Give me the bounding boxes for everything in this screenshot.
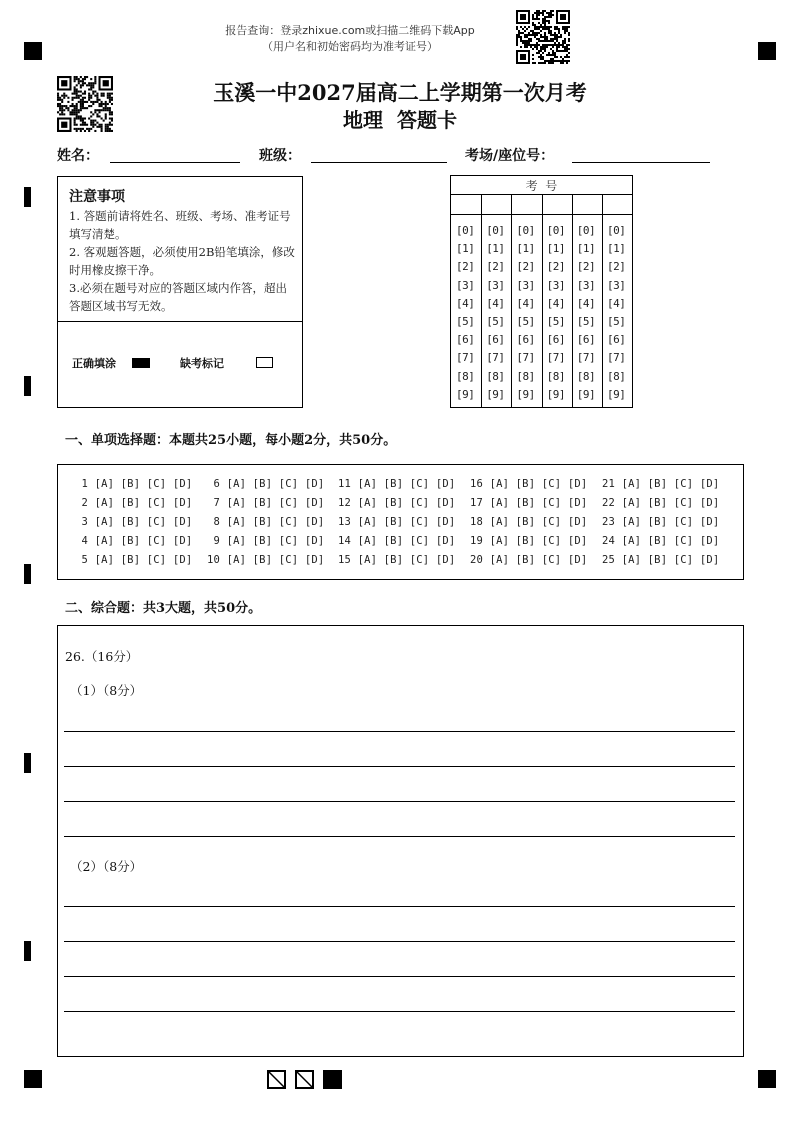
report-query-note: （用户名和初始密码均为准考证号） bbox=[262, 40, 438, 53]
choice-question-9[interactable]: 9 [A] [B] [C] [D] bbox=[207, 535, 325, 547]
exam-id-digit-bubble[interactable]: [0] bbox=[576, 224, 596, 237]
exam-id-digit-bubble[interactable]: [8] bbox=[576, 369, 596, 383]
qr-code-icon bbox=[516, 10, 570, 64]
choice-question-13[interactable]: 13 [A] [B] [C] [D] bbox=[338, 516, 456, 528]
page-marker-square bbox=[323, 1070, 342, 1089]
exam-id-digit-bubble[interactable]: [8] bbox=[456, 369, 475, 383]
choice-question-5[interactable]: 5 [A] [B] [C] [D] bbox=[75, 554, 193, 566]
exam-id-digit-bubble[interactable]: [1] bbox=[456, 242, 475, 256]
choice-question-3[interactable]: 3 [A] [B] [C] [D] bbox=[75, 516, 193, 528]
answer-box bbox=[57, 625, 744, 1057]
exam-id-digit-bubble[interactable]: [5] bbox=[486, 315, 505, 328]
notice-divider bbox=[58, 321, 302, 322]
choice-question-10[interactable]: 10 [A] [B] [C] [D] bbox=[207, 554, 325, 566]
exam-id-digit-bubble[interactable]: [0] bbox=[607, 224, 626, 237]
name-field[interactable] bbox=[110, 162, 240, 163]
exam-id-digit-bubble[interactable]: [4] bbox=[516, 296, 535, 310]
exam-id-digit-bubble[interactable]: [1] bbox=[576, 242, 596, 256]
correct-fill-sample bbox=[132, 358, 150, 368]
notice-heading: 注意事项 bbox=[69, 189, 125, 205]
choice-question-16[interactable]: 16 [A] [B] [C] [D] bbox=[470, 478, 588, 490]
exam-id-digit-bubble[interactable]: [8] bbox=[607, 369, 626, 383]
choice-question-22[interactable]: 22 [A] [B] [C] [D] bbox=[602, 497, 720, 509]
exam-id-digit-bubble[interactable]: [6] bbox=[516, 333, 535, 347]
exam-id-digit-bubble[interactable]: [6] bbox=[546, 333, 565, 347]
corner-marker-top-left bbox=[24, 42, 42, 60]
exam-id-digit-bubble[interactable]: [7] bbox=[546, 351, 565, 365]
exam-id-digit-bubble[interactable]: [4] bbox=[456, 296, 475, 310]
notice-item: 1. 答题前请将姓名、班级、考场、准考证号填写清楚。 bbox=[69, 209, 291, 241]
choice-question-6[interactable]: 6 [A] [B] [C] [D] bbox=[207, 478, 325, 490]
choice-question-20[interactable]: 20 [A] [B] [C] [D] bbox=[470, 554, 588, 566]
exam-id-digit-bubble[interactable]: [6] bbox=[607, 333, 626, 347]
exam-id-digit-bubble[interactable]: [7] bbox=[486, 351, 505, 365]
exam-id-digit-bubble[interactable]: [2] bbox=[576, 260, 596, 274]
exam-id-digit-bubble[interactable]: [2] bbox=[486, 260, 505, 274]
room-seat-label: 考场/座位号： bbox=[465, 148, 555, 164]
exam-id-digit-bubble[interactable]: [3] bbox=[607, 278, 626, 292]
multiple-choice-box bbox=[57, 464, 744, 580]
exam-id-digit-bubble[interactable]: [1] bbox=[607, 242, 626, 256]
exam-id-digit-bubble[interactable]: [7] bbox=[516, 351, 535, 365]
question-26-label: 26.（16分） bbox=[65, 649, 139, 664]
exam-id-digit-bubble[interactable]: [6] bbox=[486, 333, 505, 347]
exam-id-digit-bubble[interactable]: [4] bbox=[576, 296, 596, 310]
exam-id-digit-bubble[interactable]: [4] bbox=[546, 296, 565, 310]
exam-id-digit-bubble[interactable]: [9] bbox=[486, 387, 505, 401]
exam-id-columns bbox=[451, 194, 632, 408]
exam-id-digit-bubble[interactable]: [2] bbox=[516, 260, 535, 274]
choice-question-19[interactable]: 19 [A] [B] [C] [D] bbox=[470, 535, 588, 547]
exam-id-digit-bubble[interactable]: [9] bbox=[546, 387, 565, 401]
choice-question-21[interactable]: 21 [A] [B] [C] [D] bbox=[602, 478, 720, 490]
exam-id-digit-bubble[interactable]: [9] bbox=[516, 387, 535, 401]
exam-id-digit-bubble[interactable]: [9] bbox=[576, 387, 596, 401]
exam-id-digit-bubble[interactable]: [9] bbox=[456, 387, 475, 401]
exam-id-digit-bubble[interactable]: [1] bbox=[516, 242, 535, 256]
exam-id-digit-bubble[interactable]: [3] bbox=[516, 278, 535, 292]
choice-question-15[interactable]: 15 [A] [B] [C] [D] bbox=[338, 554, 456, 566]
exam-id-digit-bubble[interactable]: [8] bbox=[516, 369, 535, 383]
timing-bar bbox=[24, 187, 31, 207]
name-label: 姓名： bbox=[57, 148, 99, 164]
choice-question-24[interactable]: 24 [A] [B] [C] [D] bbox=[602, 535, 720, 547]
hatched-square-icon bbox=[267, 1070, 286, 1089]
answer-line[interactable] bbox=[64, 906, 735, 907]
choice-question-8[interactable]: 8 [A] [B] [C] [D] bbox=[207, 516, 325, 528]
choice-question-1[interactable]: 1 [A] [B] [C] [D] bbox=[75, 478, 193, 490]
answer-line[interactable] bbox=[64, 941, 735, 942]
exam-id-digit-bubble[interactable]: [4] bbox=[486, 296, 505, 310]
notice-item: 2. 客观题答题，必须使用2B铅笔填涂，修改时用橡皮擦干净。 bbox=[69, 245, 295, 277]
choice-question-23[interactable]: 23 [A] [B] [C] [D] bbox=[602, 516, 720, 528]
exam-id-digit-bubble[interactable]: [0] bbox=[516, 224, 535, 237]
corner-marker-top-right bbox=[758, 42, 776, 60]
exam-id-digit-bubble[interactable]: [2] bbox=[607, 260, 626, 274]
answer-line[interactable] bbox=[64, 801, 735, 802]
choice-question-4[interactable]: 4 [A] [B] [C] [D] bbox=[75, 535, 193, 547]
choice-question-18[interactable]: 18 [A] [B] [C] [D] bbox=[470, 516, 588, 528]
exam-id-digit-bubble[interactable]: [0] bbox=[456, 224, 475, 237]
choice-question-14[interactable]: 14 [A] [B] [C] [D] bbox=[338, 535, 456, 547]
page-title: 玉溪一中2027届高二上学期第一次月考 bbox=[213, 80, 587, 105]
exam-id-grid bbox=[450, 175, 633, 408]
question-26-2-label: （2）（8分） bbox=[70, 859, 143, 874]
exam-id-digit-bubble[interactable]: [8] bbox=[546, 369, 565, 383]
answer-line[interactable] bbox=[64, 731, 735, 732]
choice-question-7[interactable]: 7 [A] [B] [C] [D] bbox=[207, 497, 325, 509]
hatched-square-icon bbox=[295, 1070, 314, 1089]
exam-id-digit-bubble[interactable]: [0] bbox=[546, 224, 565, 237]
absent-mark-label: 缺考标记 bbox=[180, 357, 224, 370]
exam-id-digit-bubble[interactable]: [8] bbox=[486, 369, 505, 383]
corner-marker-bottom-right bbox=[758, 1070, 776, 1088]
question-26-1-label: （1）（8分） bbox=[70, 683, 143, 698]
class-label: 班级： bbox=[259, 148, 301, 164]
timing-bar bbox=[24, 941, 31, 961]
exam-id-digit-bubble[interactable]: [5] bbox=[607, 315, 626, 328]
exam-id-digit-bubble[interactable]: [2] bbox=[546, 260, 565, 274]
exam-id-digit-bubble[interactable]: [5] bbox=[456, 315, 475, 328]
exam-id-digit-bubble[interactable]: [1] bbox=[486, 242, 505, 256]
exam-id-digit-bubble[interactable]: [7] bbox=[456, 351, 475, 365]
exam-id-digit-bubble[interactable]: [6] bbox=[576, 333, 596, 347]
answer-line[interactable] bbox=[64, 1011, 735, 1012]
multiple-choice-area bbox=[58, 465, 743, 579]
exam-id-digit-bubble[interactable]: [4] bbox=[607, 296, 626, 310]
choice-question-12[interactable]: 12 [A] [B] [C] [D] bbox=[338, 497, 456, 509]
timing-bar bbox=[24, 564, 31, 584]
correct-fill-label: 正确填涂 bbox=[72, 357, 116, 370]
answer-line[interactable] bbox=[64, 836, 735, 837]
report-query-line: 报告查询：登录zhixue.com或扫描二维码下载App bbox=[225, 24, 475, 37]
section2-title: 二、综合题：共3大题，共50分。 bbox=[65, 601, 262, 616]
choice-question-11[interactable]: 11 [A] [B] [C] [D] bbox=[338, 478, 456, 490]
answer-line[interactable] bbox=[64, 766, 735, 767]
exam-id-digit-bubble[interactable]: [0] bbox=[486, 224, 505, 237]
choice-question-25[interactable]: 25 [A] [B] [C] [D] bbox=[602, 554, 720, 566]
class-field[interactable] bbox=[311, 162, 447, 163]
exam-id-digit-bubble[interactable]: [2] bbox=[456, 260, 475, 274]
exam-id-digit-bubble[interactable]: [6] bbox=[456, 333, 475, 347]
timing-bar bbox=[24, 753, 31, 773]
exam-id-digit-bubble[interactable]: [1] bbox=[546, 242, 565, 256]
corner-marker-bottom-left bbox=[24, 1070, 42, 1088]
exam-id-digit-bubble[interactable]: [5] bbox=[546, 315, 565, 328]
exam-id-digit-bubble[interactable]: [5] bbox=[576, 315, 596, 328]
exam-id-digit-bubble[interactable]: [7] bbox=[576, 351, 596, 365]
section1-title: 一、单项选择题：本题共25小题，每小题2分，共50分。 bbox=[65, 433, 397, 448]
exam-id-digit-bubble[interactable]: [5] bbox=[516, 315, 535, 328]
qr-code-icon bbox=[57, 76, 113, 132]
timing-bar bbox=[24, 376, 31, 396]
notice-item: 3.必须在题号对应的答题区域内作答，超出答题区域书写无效。 bbox=[69, 281, 287, 313]
exam-id-digit-bubble[interactable]: [3] bbox=[486, 278, 505, 292]
exam-id-digit-bubble[interactable]: [9] bbox=[607, 387, 626, 401]
answer-line[interactable] bbox=[64, 976, 735, 977]
exam-id-header: 考 号 bbox=[525, 179, 558, 193]
exam-id-digit-bubble[interactable]: [7] bbox=[607, 351, 626, 365]
exam-id-digit-bubble[interactable]: [3] bbox=[546, 278, 565, 292]
exam-id-digit-bubble[interactable]: [3] bbox=[576, 278, 596, 292]
exam-id-digit-bubble[interactable]: [3] bbox=[456, 278, 475, 292]
choice-question-2[interactable]: 2 [A] [B] [C] [D] bbox=[75, 497, 193, 509]
room-seat-field[interactable] bbox=[572, 162, 710, 163]
page-subtitle: 地理 答题卡 bbox=[343, 108, 457, 132]
choice-question-17[interactable]: 17 [A] [B] [C] [D] bbox=[470, 497, 588, 509]
notice-box bbox=[57, 176, 303, 408]
absent-mark-box[interactable] bbox=[256, 357, 273, 368]
